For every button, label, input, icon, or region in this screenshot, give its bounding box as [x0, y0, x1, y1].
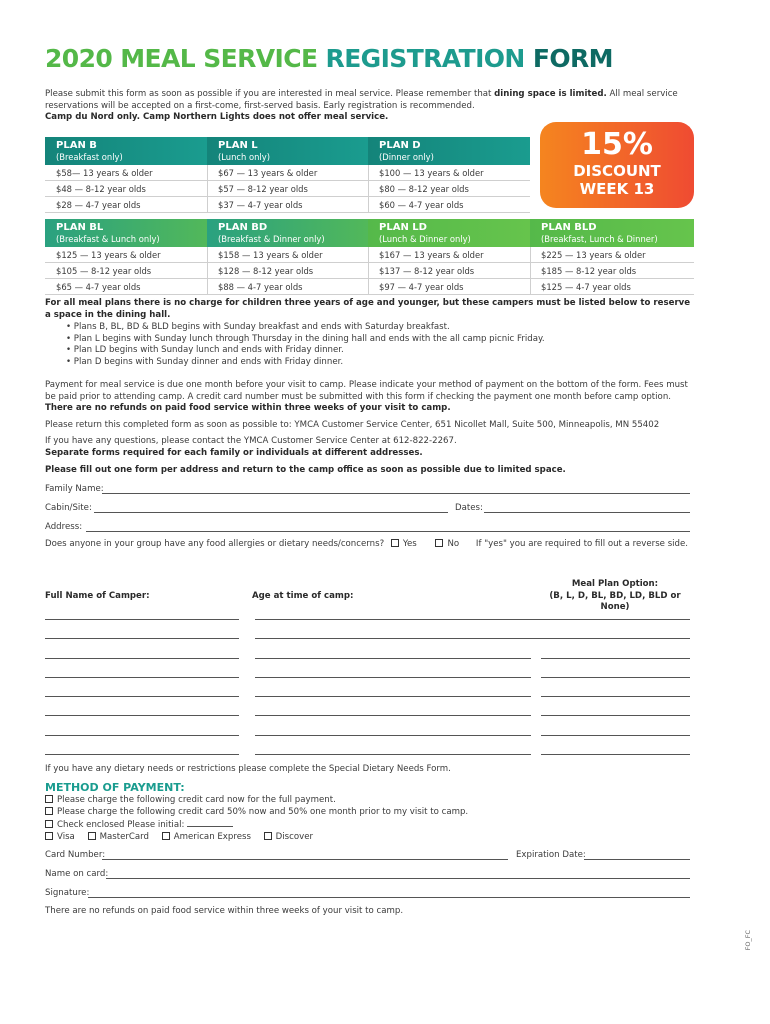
plan-bl-price-13: $125 — 13 years & older	[45, 247, 207, 263]
mastercard-checkbox[interactable]	[88, 832, 96, 840]
full-payment-checkbox[interactable]	[45, 795, 53, 803]
plan-bld-price-13: $225 — 13 years & older	[530, 247, 694, 263]
allergy-no-checkbox[interactable]	[435, 539, 443, 547]
card-number-label: Card Number:	[45, 850, 106, 860]
form-code: FO_FC	[744, 930, 752, 951]
camper-name-header: Full Name of Camper:	[45, 591, 150, 601]
plan-l-price-13: $67 — 13 years & older	[207, 165, 368, 181]
table-divider	[368, 165, 369, 213]
dates-field[interactable]	[484, 512, 690, 513]
plan-d-price-8-12: $80 — 8-12 year olds	[368, 181, 530, 197]
name-on-card-label: Name on card:	[45, 869, 109, 879]
free-children-note: For all meal plans there is no charge for children three years of age and younger, but these campers must be listed below to reserve a space in the dining hall.	[45, 298, 691, 320]
plan-bl-price-4-7: $65 — 4-7 year olds	[45, 279, 207, 295]
table-divider	[207, 165, 208, 213]
signature-label: Signature:	[45, 888, 90, 898]
camper-meal-plan-field[interactable]	[541, 715, 690, 716]
plan-bd-price-13: $158 — 13 years & older	[207, 247, 368, 263]
dates-label: Dates:	[455, 503, 483, 513]
camper-name-field[interactable]	[45, 677, 239, 678]
camper-age-field[interactable]	[255, 715, 531, 716]
table-divider	[368, 247, 369, 295]
plan-d-price-13: $100 — 13 years & older	[368, 165, 530, 181]
address-label: Address:	[45, 522, 83, 532]
camper-name-field[interactable]	[45, 754, 239, 755]
cabin-site-field[interactable]	[94, 512, 448, 513]
list-item: • Plans B, BL, BD & BLD begins with Sunday breakfast and ends with Saturday breakfast.	[66, 322, 450, 332]
plan-ld-price-8-12: $137 — 8-12 year olds	[368, 263, 530, 279]
allergy-yes-checkbox[interactable]	[391, 539, 399, 547]
signature-field[interactable]	[88, 897, 690, 898]
camper-meal-plan-field[interactable]	[541, 677, 690, 678]
check-enclosed-checkbox[interactable]	[45, 820, 53, 828]
return-address-note: Please return this completed form as soon as possible to: YMCA Customer Service Center, 651 Nicollet Mall, Suite 500, Minneapolis, MN 55402	[45, 420, 660, 430]
card-number-field[interactable]	[102, 859, 508, 860]
list-item: • Plan D begins with Sunday dinner and ends with Friday dinner.	[66, 356, 344, 367]
plan-b-price-8-12: $48 — 8-12 year olds	[45, 181, 207, 197]
list-item: • Plan L begins with Sunday lunch through Thursday in the dining hall and ends with the all camp picnic Friday.	[66, 333, 545, 344]
plan-b-price-13: $58— 13 years & older	[45, 165, 207, 181]
meal-plan-header: Meal Plan Option: (B, L, D, BL, BD, LD, BLD or None)	[549, 579, 681, 612]
split-payment-checkbox[interactable]	[45, 807, 53, 815]
plan-bl-header: PLAN BL (Breakfast & Lunch only)	[45, 219, 207, 247]
initial-field[interactable]	[187, 818, 233, 827]
list-item: • Plan LD begins with Sunday lunch and ends with Friday dinner.	[66, 345, 344, 355]
camper-age-field[interactable]	[255, 696, 531, 697]
plan-bld-price-8-12: $185 — 8-12 year olds	[530, 263, 694, 279]
dietary-needs-note: If you have any dietary needs or restrictions please complete the Special Dietary Needs Form.	[45, 764, 451, 774]
name-on-card-field[interactable]	[106, 878, 690, 879]
camper-meal-plan-field[interactable]	[541, 696, 690, 697]
allergy-question: Does anyone in your group have any food allergies or dietary needs/concerns? Yes No If "yes" you are required to fill out a reverse side.	[45, 539, 689, 549]
plan-d-header: PLAN D (Dinner only)	[368, 137, 530, 165]
plan-bld-price-4-7: $125 — 4-7 year olds	[530, 279, 694, 295]
camper-age-field[interactable]	[255, 619, 690, 620]
plan-bd-price-4-7: $88 — 4-7 year olds	[207, 279, 368, 295]
payment-options: Please charge the following credit card now for the full payment. Please charge the following credit card 50% now and 50% one month prior to my visit to camp. Check enclosed Please initial: Visa MasterCard American Express Discover	[45, 795, 695, 843]
discount-badge: 15% DISCOUNT WEEK 13	[540, 122, 694, 208]
table-divider	[530, 247, 531, 295]
camper-age-field[interactable]	[255, 638, 690, 639]
expiration-label: Expiration Date:	[516, 850, 586, 860]
plan-ld-price-4-7: $97 — 4-7 year olds	[368, 279, 530, 295]
camper-name-field[interactable]	[45, 619, 239, 620]
camper-age-field[interactable]	[255, 754, 531, 755]
camper-name-field[interactable]	[45, 715, 239, 716]
plan-ld-header: PLAN LD (Lunch & Dinner only)	[368, 219, 530, 247]
address-field[interactable]	[86, 531, 690, 532]
camper-name-field[interactable]	[45, 696, 239, 697]
plan-l-header: PLAN L (Lunch only)	[207, 137, 368, 165]
camper-meal-plan-field[interactable]	[541, 754, 690, 755]
table-divider	[207, 247, 208, 295]
plan-schedule-list	[66, 322, 686, 368]
plan-l-price-4-7: $37 — 4-7 year olds	[207, 197, 368, 213]
plan-l-price-8-12: $57 — 8-12 year olds	[207, 181, 368, 197]
plan-ld-price-13: $167 — 13 years & older	[368, 247, 530, 263]
page-title: 2020 MEAL SERVICE REGISTRATION FORM	[45, 44, 613, 73]
visa-checkbox[interactable]	[45, 832, 53, 840]
fill-one-form-note: Please fill out one form per address and return to the camp office as soon as possible due to limited space.	[45, 465, 566, 475]
camper-age-field[interactable]	[255, 735, 531, 736]
family-name-label: Family Name:	[45, 484, 104, 494]
refund-note: There are no refunds on paid food service within three weeks of your visit to camp.	[45, 906, 404, 916]
plan-bd-price-8-12: $128 — 8-12 year olds	[207, 263, 368, 279]
payment-note: Payment for meal service is due one month before your visit to camp. Please indicate your method of payment on the bottom of the form. Fees must be paid prior to attending camp. A credit card number must be submitted with this form if checking the payment one month before camp option. There are no refunds on paid food service within three weeks of your visit to camp.	[45, 380, 688, 413]
camper-age-field[interactable]	[255, 658, 531, 659]
camper-age-header: Age at time of camp:	[252, 591, 354, 601]
expiration-field[interactable]	[584, 859, 690, 860]
plan-bl-price-8-12: $105 — 8-12 year olds	[45, 263, 207, 279]
plan-d-price-4-7: $60 — 4-7 year olds	[368, 197, 530, 213]
separate-forms-note: Separate forms required for each family or individuals at different addresses.	[45, 448, 423, 458]
plan-bd-header: PLAN BD (Breakfast & Dinner only)	[207, 219, 368, 247]
family-name-field[interactable]	[102, 493, 690, 494]
camper-age-field[interactable]	[255, 677, 531, 678]
camper-meal-plan-field[interactable]	[541, 658, 690, 659]
discover-checkbox[interactable]	[264, 832, 272, 840]
amex-checkbox[interactable]	[162, 832, 170, 840]
camper-name-field[interactable]	[45, 658, 239, 659]
plan-bld-header: PLAN BLD (Breakfast, Lunch & Dinner)	[530, 219, 694, 247]
plan-b-header: PLAN B (Breakfast only)	[45, 137, 207, 165]
payment-heading: METHOD OF PAYMENT:	[45, 781, 185, 794]
plan-b-price-4-7: $28 — 4-7 year olds	[45, 197, 207, 213]
cabin-site-label: Cabin/Site:	[45, 503, 92, 513]
camper-meal-plan-field[interactable]	[541, 735, 690, 736]
camper-name-field[interactable]	[45, 638, 239, 639]
camper-name-field[interactable]	[45, 735, 239, 736]
intro-paragraph: Please submit this form as soon as possible if you are interested in meal service. Please remember that dining space is limited. All meal service reservations will be accepted on a first-come, first-served basis. Early registration is recommended. Camp du Nord only. Camp Northern Lights does not offer meal service.	[45, 89, 678, 122]
questions-note: If you have any questions, please contact the YMCA Customer Service Center at 612-822-2267.	[45, 436, 457, 446]
